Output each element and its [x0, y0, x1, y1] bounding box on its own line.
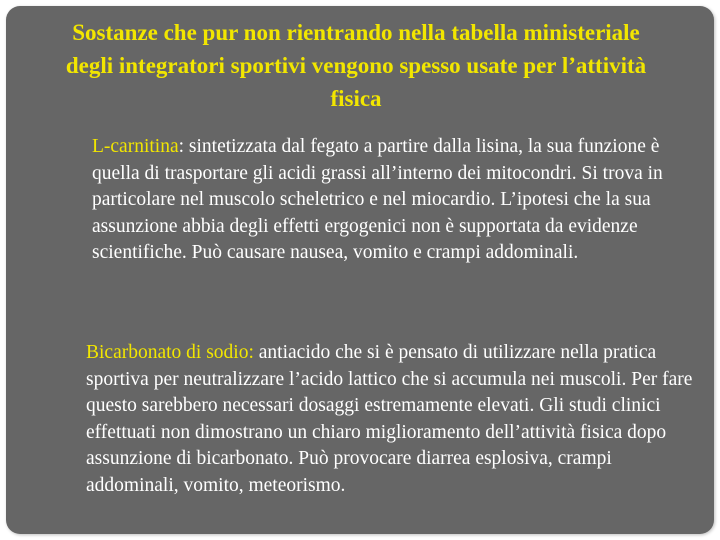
term-l-carnitina: L-carnitina: [92, 136, 179, 157]
paragraph-l-carnitina: [92, 134, 704, 267]
slide-panel: [6, 6, 714, 534]
paragraph-bicarbonato: [86, 340, 698, 499]
slide-title: Sostanze che pur non rientrando nella tabella ministeriale degli integratori sportivi vengono spesso usate per l’attività fisica: [65, 20, 647, 111]
description-bicarbonato: antiacido che si è pensato di utilizzare nella pratica sportiva per neutralizzare l’acido lattico che si accumula nei muscoli. Per fare questo sarebbero necessari dosaggi estremamente elevati. Gli studi clinici effettuati non dimostrano un chiaro miglioramento dell’attività fisica dopo assunzione di bicarbonato. Può provocare diarrea esplosiva, crampi addominali, vomito, meteorismo.: [86, 342, 693, 496]
description-l-carnitina: : sintetizzata dal fegato a partire dalla lisina, la sua funzione è quella di trasportare gli acidi grassi all’interno dei mitocondri. Si trova in particolare nel muscolo scheletrico e nel miocardio. L’ipotesi che la sua assunzione abbia degli effetti ergogenici non è supportata da evidenze scientifiche. Può causare nausea, vomito e crampi addominali.: [92, 136, 663, 263]
term-bicarbonato: Bicarbonato di sodio:: [86, 342, 254, 363]
